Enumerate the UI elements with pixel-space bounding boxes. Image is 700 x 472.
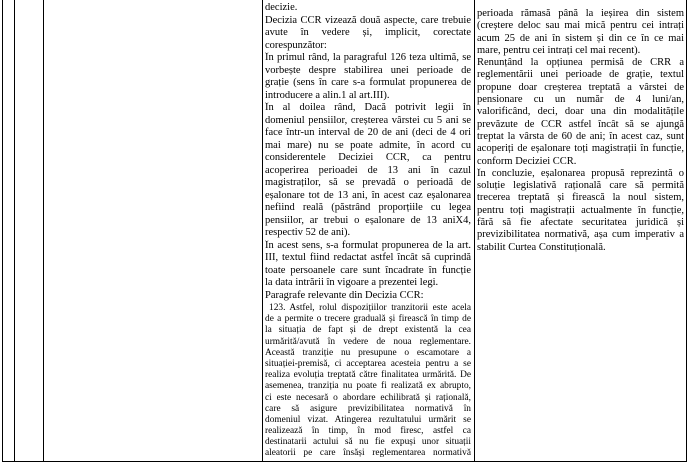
text-line: Paragrafe relevante din Decizia CCR:	[265, 289, 424, 301]
text-line: vorbește despre stabilirea unei perioade de	[265, 64, 471, 76]
text-line: acum 25 de ani în sistem și din ce în ce mai	[477, 32, 684, 44]
text-line: de a permite o trecere graduală și firească în timp de	[265, 314, 471, 325]
text-line: propune doar creșterea treptată a vârstei de	[477, 81, 684, 93]
text-line: eșalonare tot de 13 ani, în acest caz eșalonarea	[265, 189, 471, 201]
text-line: la data intrării în vigoare a prezentei legi.	[265, 277, 439, 288]
text-line: destinatarii actului să nu fie expuși unor situații	[265, 437, 471, 448]
text-line: nefiind reală (păstrând proporțiile cu legea	[265, 202, 471, 213]
text-line: corespunzător:	[265, 39, 327, 51]
text-line: perioada rămasă până la ieșirea din sistem	[477, 8, 684, 19]
table-cell-empty	[43, 0, 262, 461]
text-line: pentru toți magistrații actualmente în funcție,	[477, 204, 684, 216]
text-line: fără să fie afectate securitatea juridică și	[477, 217, 684, 229]
ccr-decision-quote	[265, 303, 471, 460]
text-line: asemenea, tranziția nu poate fi realizată ex abrupto,	[265, 381, 471, 392]
text-line: prevăzute de CCR astfel încât să se ajungă	[477, 118, 684, 130]
text-line: conform Deciziei CCR.	[477, 155, 577, 167]
text-line: realizează în timp, în mod firesc, astfel ca	[265, 426, 471, 437]
text-line: urmărită/avută în vedere de noua reglementare.	[265, 336, 471, 347]
text-line: Renunțând la opțiunea permisă de CRR a	[477, 57, 684, 69]
text-line: În acest sens, s-a formulat propunerea de la art.	[265, 239, 471, 251]
text-line: introducere a alin.1 al art.III).	[265, 89, 390, 101]
text-line: aleatorii pe care însăși reglementarea normativă	[265, 448, 471, 459]
text-line: 123. Astfel, rolul dispozițiilor tranzitorii este acela	[269, 303, 471, 313]
text-line: III, textul fiind redactat astfel încât să cuprindă	[265, 252, 471, 263]
text-line: trecerea treptată și firească la noul sistem,	[477, 192, 684, 204]
text-line: considerentele Deciziei CCR, ca pentru	[265, 152, 471, 163]
text-line: stabilit Curtea Constituțională.	[477, 241, 606, 253]
text-line: reglementării unei perioade de grație, textul	[477, 69, 684, 81]
text-line: mai mare) nu se poate admite, în acord cu	[265, 139, 471, 151]
text-line: soluție legislativă rațională care să permită	[477, 180, 684, 192]
text-line: care să asigure previzibilitatea normativă în	[265, 403, 471, 414]
text-line: acoperirea perioadei de 13 ani în cazul	[265, 164, 471, 176]
text-line: grație (sens în care s-a formulat propunerea de	[265, 77, 471, 88]
text-line: În primul rând, la paragraful 126 teza ultimă, se	[265, 52, 471, 63]
text-line: magistraților, să se prevadă o perioadă de	[265, 177, 471, 188]
text-line: domeniul pensiilor, creșterea vârstei cu 5 ani se	[265, 114, 471, 126]
text-line: mare, pentru cei intrați cel mai recent).	[477, 44, 641, 56]
table-cell-empty	[2, 0, 14, 461]
justification-text	[265, 2, 471, 302]
text-line: toate persoanele care sunt încadrate în funcție	[265, 264, 471, 276]
text-line: valorificând, deci, doar una din modalitățile	[477, 106, 684, 118]
text-line: respectiv 52 de ani).	[265, 227, 351, 238]
text-line: treptat la vârsta de 60 de ani; în acest caz, sunt	[477, 130, 684, 142]
table-cell-empty	[14, 0, 43, 461]
text-line: realiza evoluția treptată către finalitatea urmărită. De	[265, 370, 471, 381]
text-line: previzibilitatea normativă, așa cum imperativ a	[477, 229, 684, 241]
text-line: decizie.	[265, 2, 298, 13]
text-line: În al doilea rând, Dacă potrivit legii în	[265, 102, 471, 113]
text-line: În concluzie, eșalonarea propusă reprezintă o	[477, 167, 684, 179]
text-line: la situația de fapt și de drept existentă la cea	[265, 325, 471, 336]
text-line: acoperiți de eșalonare toți magistrații în funcție,	[477, 143, 684, 155]
conclusion-text	[477, 8, 684, 254]
text-line: domeniul vizat. Atingerea rezultatului urmărit se	[265, 414, 471, 425]
text-line: ci este necesară o abordare echilibrată și rațională,	[265, 392, 471, 403]
text-line: pensionare cu un număr de 4 luni/an,	[477, 94, 684, 106]
text-line: avute în vedere și, implicit, corectate	[265, 27, 471, 38]
text-line: Această tranziție nu presupune o escamotare a	[265, 347, 471, 358]
text-line: pensiilor, ar trebui o eșalonare de 13 aniX4,	[265, 214, 471, 226]
text-line: (creștere deloc sau mai mică pentru cei intrați	[477, 20, 684, 32]
text-line: Decizia CCR vizează două aspecte, care trebuie	[265, 14, 471, 26]
text-line: face într-un interval de 20 de ani (deci de 4 ori	[265, 127, 471, 138]
text-line: situației-premisă, ci acceptarea acesteia pentru a se	[265, 358, 471, 369]
